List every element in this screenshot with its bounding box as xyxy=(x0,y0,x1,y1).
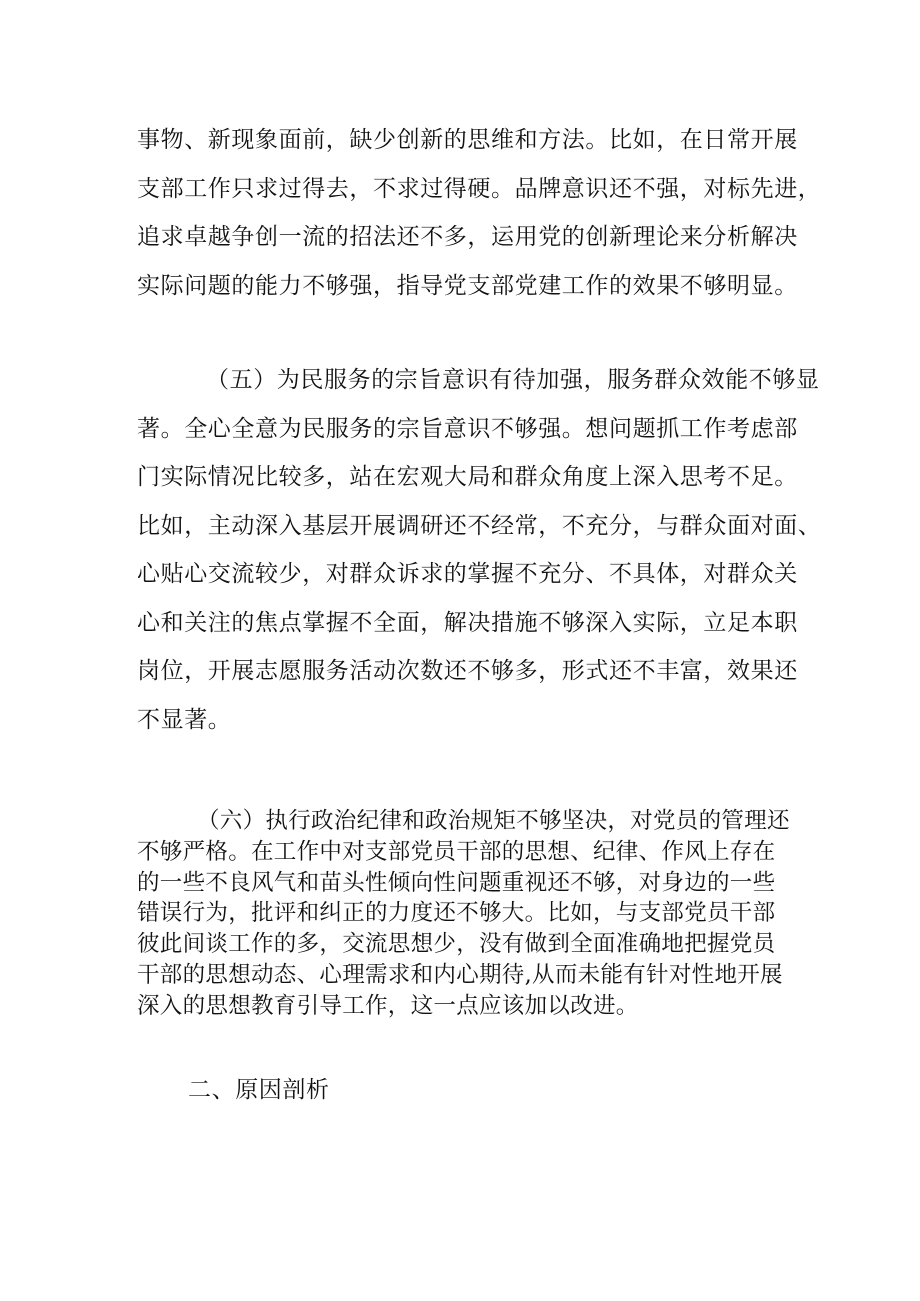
paragraph-line: 岗位，开展志愿服务活动次数还不够多，形式还不丰富，效果还 xyxy=(137,658,798,684)
paragraph-innovation xyxy=(137,116,822,310)
paragraph-line: 著。全心全意为民服务的宗旨意识不够强。想问题抓工作考虑部 xyxy=(137,415,798,442)
paragraph-line: 深入的思想教育引导工作，这一点应该加以改进。 xyxy=(137,992,639,1019)
paragraph-service-awareness xyxy=(137,356,822,744)
paragraph-line: （六）执行政治纪律和政治规矩不够坚决，对党员的管理还 xyxy=(197,808,790,834)
paragraph-line: 实际问题的能力不够强，指导党支部党建工作的效果不够明显。 xyxy=(137,272,798,299)
paragraph-line: 心贴心交流较少，对群众诉求的掌握不充分、不具体，对群众关 xyxy=(137,561,798,587)
paragraph-line: 事物、新现象面前，缺少创新的思维和方法。比如，在日常开展 xyxy=(137,127,798,153)
paragraph-line: 心和关注的焦点掌握不全面，解决措施不够深入实际，立足本职 xyxy=(137,609,798,636)
paragraph-line: 干部的思想动态、心理需求和内心期待,从而未能有针对性地开展 xyxy=(137,961,783,988)
paragraph-line: 不显著。 xyxy=(137,706,232,733)
paragraph-line: 比如，主动深入基层开展调研还不经常，不充分，与群众面对面、 xyxy=(137,512,822,539)
paragraph-line: （五）为民服务的宗旨意识有待加强，服务群众效能不够显 xyxy=(206,367,820,393)
paragraph-line: 支部工作只求过得去，不求过得硬。品牌意识还不强，对标先进， xyxy=(137,175,822,202)
paragraph-line: 错误行为，批评和纠正的力度还不够大。比如，与支部党员干部 xyxy=(137,900,776,927)
paragraph-line: 不够严格。在工作中对支部党员干部的思想、纪律、作风上存在 xyxy=(137,838,776,865)
paragraph-line: 的一些不良风气和苗头性倾向性问题重视还不够，对身边的一些 xyxy=(137,869,776,896)
paragraph-line: 彼此间谈工作的多，交流思想少，没有做到全面准确地把握党员 xyxy=(137,931,776,958)
paragraph-line: 追求卓越争创一流的招法还不多，运用党的创新理论来分析解决 xyxy=(137,224,798,250)
paragraph-line: 门实际情况比较多，站在宏观大局和群众角度上深入思考不足。 xyxy=(137,464,798,490)
section-heading: 二、原因剖析 xyxy=(188,1077,330,1103)
paragraph-discipline xyxy=(137,806,797,1022)
